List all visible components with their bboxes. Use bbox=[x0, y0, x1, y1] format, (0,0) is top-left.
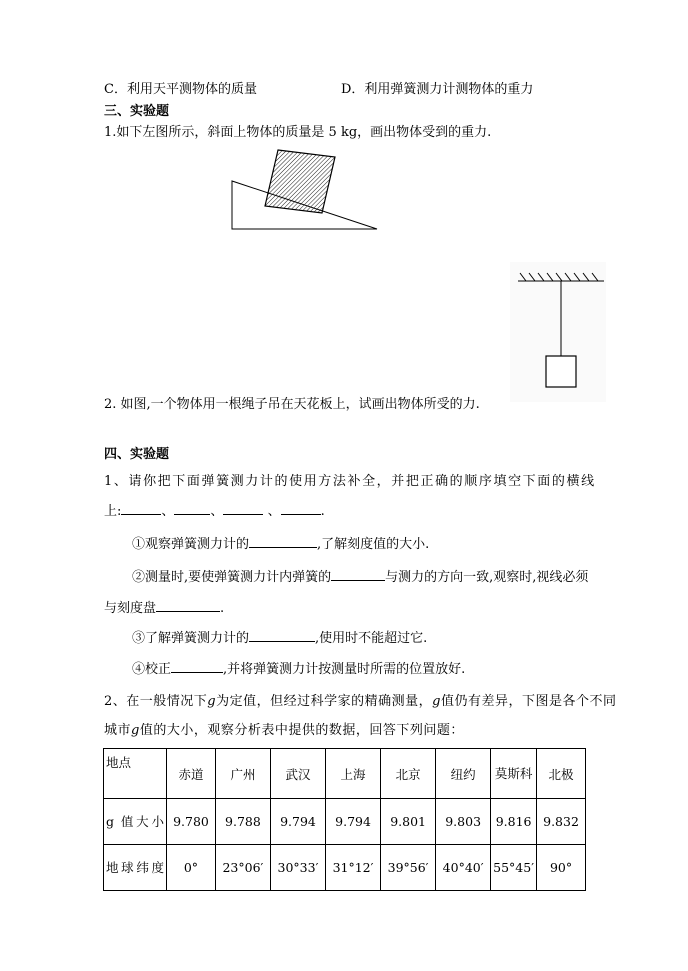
item3-text-a: ③了解弹簧测力计的 bbox=[132, 631, 250, 646]
place-cell: 武汉 bbox=[270, 749, 325, 799]
usage-item-2-cont bbox=[104, 597, 224, 616]
section3-question1: 1.如下左图所示，斜面上物体的质量是 5 kg，画出物体受到的重力. bbox=[104, 125, 492, 140]
option-c: C．利用天平测物体的质量 bbox=[104, 82, 257, 97]
g-symbol: g bbox=[207, 694, 217, 709]
place-cell: 北极 bbox=[537, 749, 586, 799]
latitude-cell: 30°33′ bbox=[270, 845, 325, 891]
latitude-cell: 40°40′ bbox=[436, 845, 491, 891]
answer-blank-1[interactable] bbox=[121, 502, 161, 515]
item3-blank[interactable] bbox=[249, 629, 315, 642]
item2-text-b: 与测力的方向一致,观察时,视线必须 bbox=[385, 570, 589, 585]
item2-blank-2[interactable] bbox=[156, 599, 220, 612]
option-d: D．利用弹簧测力计测物体的重力 bbox=[341, 82, 534, 97]
q1-line2-end: . bbox=[320, 504, 325, 519]
g-symbol: g bbox=[131, 723, 140, 738]
g-value-cell: 9.794 bbox=[326, 799, 381, 845]
section3-question2: 2. 如图,一个物体用一根绳子吊在天花板上，试画出物体所受的力. bbox=[104, 397, 480, 412]
section4-q2-line2 bbox=[104, 719, 464, 738]
sep-3: 、 bbox=[267, 504, 281, 519]
item3-text-b: ,使用时不能超过它. bbox=[315, 631, 428, 646]
q2-line2-a: 城市 bbox=[104, 723, 132, 738]
place-cell: 广州 bbox=[215, 749, 270, 799]
block-on-incline bbox=[265, 150, 335, 213]
table-row-g-values bbox=[104, 799, 586, 845]
place-cell: 上海 bbox=[326, 749, 381, 799]
latitude-row-label: 地球纬度 bbox=[104, 845, 167, 891]
q2-line1-a: 2、在一般情况下 bbox=[104, 694, 208, 709]
g-value-cell: 9.788 bbox=[215, 799, 270, 845]
item2-text-d: . bbox=[220, 601, 225, 616]
g-value-cell: 9.832 bbox=[537, 799, 586, 845]
q2-line1-c: 值仍有差异，下图是各个不同 bbox=[440, 694, 617, 709]
usage-item-2 bbox=[132, 566, 588, 585]
q2-line1-b: 为定值，但经过科学家的精确测量， bbox=[216, 694, 433, 709]
place-cell: 莫斯科 bbox=[491, 749, 537, 799]
hanging-object-diagram bbox=[510, 262, 606, 402]
latitude-cell: 31°12′ bbox=[326, 845, 381, 891]
latitude-cell: 90° bbox=[537, 845, 586, 891]
g-value-cell: 9.803 bbox=[436, 799, 491, 845]
latitude-cell: 55°45′ bbox=[491, 845, 537, 891]
item2-text-c: 与刻度盘 bbox=[104, 601, 157, 616]
latitude-cell: 23°06′ bbox=[215, 845, 270, 891]
section4-q2-line1 bbox=[104, 690, 616, 709]
place-cell: 纽约 bbox=[436, 749, 491, 799]
answer-blank-2[interactable] bbox=[174, 502, 210, 515]
usage-item-3 bbox=[132, 627, 427, 646]
section4-q1-line2 bbox=[104, 500, 325, 519]
incline-diagram bbox=[225, 148, 385, 234]
q1-line2-start: 上: bbox=[104, 504, 122, 519]
answer-blank-4[interactable] bbox=[281, 502, 321, 515]
item2-blank-1[interactable] bbox=[331, 568, 385, 581]
table-row-places bbox=[104, 749, 586, 799]
g-row-label: g 值大小 bbox=[104, 799, 167, 845]
g-value-table bbox=[103, 748, 586, 891]
sep-2: 、 bbox=[210, 504, 224, 519]
hanging-block bbox=[546, 356, 576, 387]
item1-text-a: ①观察弹簧测力计的 bbox=[132, 537, 250, 552]
section4-heading: 四、实验题 bbox=[104, 447, 170, 462]
g-value-cell: 9.816 bbox=[491, 799, 537, 845]
place-cell: 北京 bbox=[381, 749, 436, 799]
table-header-label: 地点 bbox=[104, 749, 167, 799]
section4-q1-line1: 1、请你把下面弹簧测力计的使用方法补全，并把正确的顺序填空下面的横线 bbox=[104, 474, 596, 489]
item1-blank[interactable] bbox=[249, 535, 317, 548]
item1-text-b: ,了解刻度值的大小. bbox=[317, 537, 430, 552]
section3-heading: 三、实验题 bbox=[104, 104, 170, 119]
usage-item-4 bbox=[132, 658, 465, 677]
q2-line2-b: 值的大小，观察分析表中提供的数据，回答下列问题： bbox=[139, 723, 464, 738]
answer-blank-3[interactable] bbox=[223, 502, 263, 515]
item4-blank[interactable] bbox=[171, 660, 223, 673]
g-value-cell: 9.780 bbox=[167, 799, 216, 845]
usage-item-1 bbox=[132, 533, 429, 552]
sep-1: 、 bbox=[161, 504, 175, 519]
place-cell: 赤道 bbox=[167, 749, 216, 799]
item2-text-a: ②测量时,要使弹簧测力计内弹簧的 bbox=[132, 570, 332, 585]
latitude-cell: 39°56′ bbox=[381, 845, 436, 891]
g-value-cell: 9.794 bbox=[270, 799, 325, 845]
table-row-latitudes bbox=[104, 845, 586, 891]
g-value-cell: 9.801 bbox=[381, 799, 436, 845]
latitude-cell: 0° bbox=[167, 845, 216, 891]
item4-text-b: ,并将弹簧测力计按测量时所需的位置放好. bbox=[223, 662, 466, 677]
g-symbol: g bbox=[432, 694, 441, 709]
item4-text-a: ④校正 bbox=[132, 662, 172, 677]
